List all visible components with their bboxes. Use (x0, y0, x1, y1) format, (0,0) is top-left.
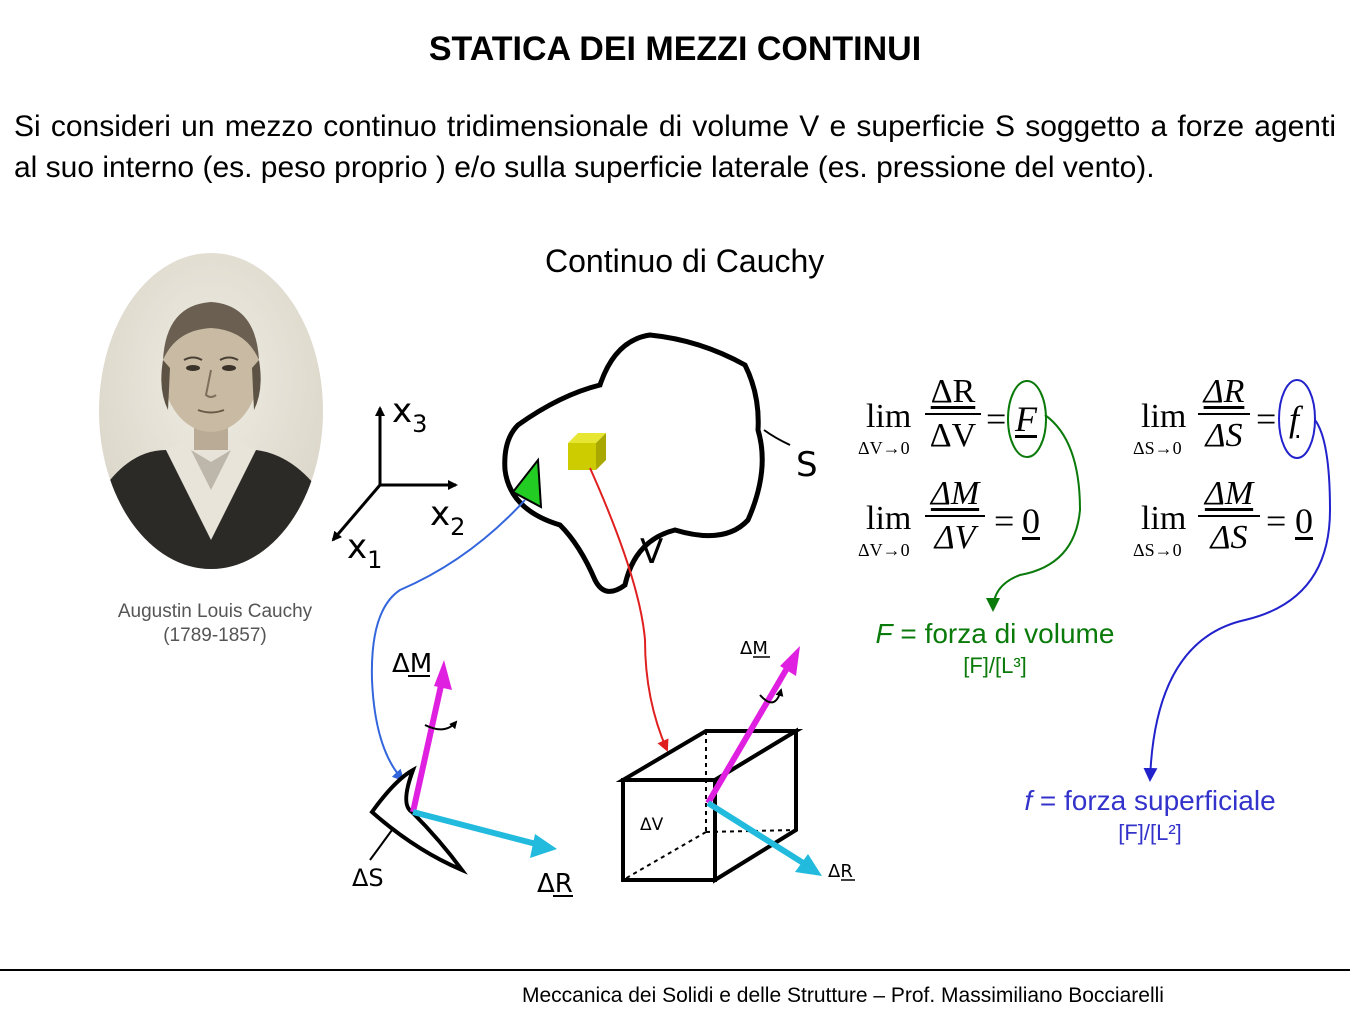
fraction-dM-dV (925, 475, 985, 557)
denominator: ΔV (934, 519, 976, 556)
surface-force-definition: f = forza superficiale (1024, 785, 1276, 816)
volume-label: ΔV (640, 815, 664, 835)
equals-sign: = (1266, 501, 1287, 541)
surface-label: ΔS (352, 864, 384, 892)
surface-link-arrow (372, 500, 525, 780)
axis-x1-label: $x_1$ (347, 527, 383, 574)
lim-text: lim (866, 398, 912, 435)
numerator: ΔR (1203, 373, 1245, 410)
surface-moment-label: ΔM (392, 649, 433, 679)
equals-sign: = (1256, 399, 1277, 439)
lim-text: lim (1141, 398, 1187, 435)
axis-x3-label: $x_3$ (392, 391, 428, 438)
body-label-S: S (796, 445, 818, 485)
slide-footer: Meccanica dei Solidi e delle Strutture – Prof. Massimiliano Bocciarelli (522, 984, 1164, 1007)
coordinate-axes (333, 391, 465, 574)
lim-subscript: ΔS→0 (1133, 438, 1182, 458)
f-definition-arrow (1150, 420, 1330, 780)
fraction-dM-dS (1198, 475, 1260, 557)
axis-x2-label: $x_2$ (430, 494, 466, 541)
equals-sign: = (994, 501, 1015, 541)
numerator: ΔM (1204, 475, 1254, 512)
volume-force-symbol: F (1015, 399, 1037, 439)
section-subtitle: Continuo di Cauchy (545, 243, 825, 279)
equals-sign: = (986, 399, 1007, 439)
volume-force-label: ΔR (828, 861, 853, 882)
numerator: ΔM (930, 475, 980, 512)
surface-force-unit: [F]/[L²] (1118, 820, 1182, 845)
lim-subscript: ΔV→0 (858, 540, 910, 560)
volume-moment-label: ΔM (740, 638, 768, 659)
intro-paragraph: Si consideri un mezzo continuo tridimensionale di volume V e superficie S soggetto a forze agenti al suo interno (es. peso proprio ) e/o sulla superficie laterale (es. pressione del vento). (14, 110, 1336, 184)
portrait-caption-years: (1789-1857) (163, 625, 267, 646)
denominator: ΔS (1205, 417, 1243, 454)
surface-force-label: ΔR (537, 869, 573, 899)
volume-force-unit: [F]/[L³] (963, 653, 1027, 678)
denominator: ΔS (1210, 519, 1248, 556)
numerator: ΔR (930, 373, 976, 410)
lim-subscript: ΔV→0 (858, 438, 910, 458)
volume-link-arrow (590, 468, 667, 750)
denominator: ΔV (929, 417, 977, 454)
portrait-caption-name: Augustin Louis Cauchy (117, 601, 313, 622)
fraction-dR-dS (1198, 373, 1250, 455)
slide-title: STATICA DEI MEZZI CONTINUI (428, 30, 922, 68)
surface-force-symbol: f (1289, 399, 1300, 439)
zero-value: 0 (1295, 501, 1313, 541)
lim-text: lim (1141, 500, 1187, 537)
volume-force-definition: F = forza di volume (875, 618, 1115, 649)
lim-text: lim (866, 500, 912, 537)
body-label-V: V (640, 532, 664, 572)
volume-element-zoom (623, 638, 855, 882)
footer-divider (0, 969, 1350, 971)
continuum-body (505, 335, 762, 591)
lim-subscript: ΔS→0 (1133, 540, 1182, 560)
fraction-dR-dV (925, 373, 981, 455)
surface-element-zoom (352, 649, 573, 899)
zero-value: 0 (1022, 501, 1040, 541)
volume-element (568, 433, 606, 470)
